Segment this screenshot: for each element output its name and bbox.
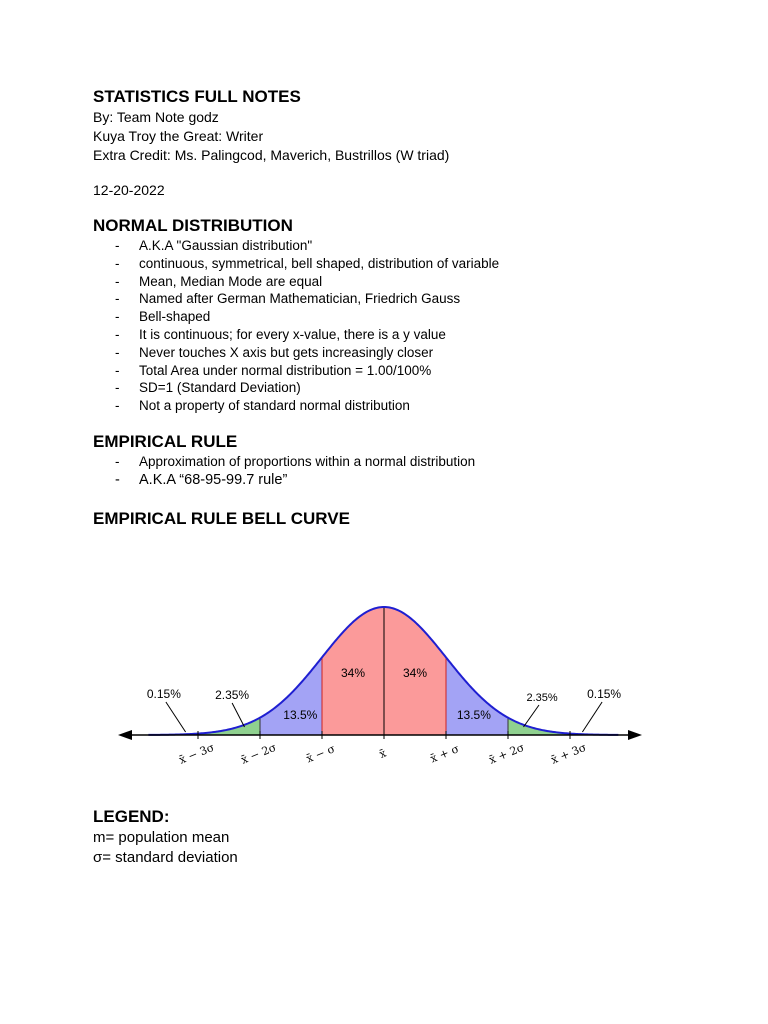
tick-label: x̄ − 3σ bbox=[177, 740, 217, 767]
leader-line bbox=[232, 703, 244, 727]
legend-heading: LEGEND: bbox=[93, 807, 170, 826]
credit-line-3: Extra Credit: Ms. Palingcod, Maverich, Bustrillos (W triad) bbox=[93, 147, 450, 163]
legend-section bbox=[93, 806, 493, 868]
legend-item-mean: m= population mean bbox=[93, 829, 230, 846]
leader-line bbox=[582, 702, 602, 732]
axis-arrow-right bbox=[628, 730, 642, 740]
document-page bbox=[93, 86, 693, 530]
normal-distribution-heading: NORMAL DISTRIBUTION bbox=[93, 216, 293, 235]
tick-label: x̄ + σ bbox=[428, 742, 462, 766]
region-label: 34% bbox=[340, 666, 366, 680]
tick-label: x̄ + 3σ bbox=[549, 740, 589, 767]
list-item: - Total Area under normal distribution = 1.00/100% bbox=[115, 362, 432, 378]
list-item: - Never touches X axis but gets increasingly closer bbox=[115, 344, 434, 360]
list-item: - Approximation of proportions within a normal distribution bbox=[115, 453, 476, 469]
tick-label: x̄ − 2σ bbox=[239, 740, 279, 767]
bell-curve-heading: EMPIRICAL RULE BELL CURVE bbox=[93, 508, 350, 528]
empirical-rule-list bbox=[93, 453, 693, 490]
leader-line bbox=[524, 705, 540, 727]
empirical-rule-heading: EMPIRICAL RULE bbox=[93, 431, 238, 451]
list-item: - Mean, Median Mode are equal bbox=[115, 273, 323, 289]
region-label: 2.35% bbox=[215, 688, 250, 702]
legend-item-sd: σ= standard deviation bbox=[93, 849, 238, 866]
region-label: 13.5% bbox=[456, 708, 491, 722]
bell-curve-svg bbox=[110, 595, 650, 790]
region-label: 34% bbox=[402, 666, 428, 680]
tick-label: x̄ − σ bbox=[304, 742, 338, 766]
list-item: - Bell-shaped bbox=[115, 309, 211, 325]
tick-label: x̄ bbox=[377, 746, 389, 761]
list-item: - A.K.A “68-95-99.7 rule” bbox=[115, 471, 288, 488]
axis-arrow-left bbox=[118, 730, 132, 740]
credit-line-1: By: Team Note godz bbox=[93, 109, 219, 125]
tail-label: 0.15% bbox=[587, 687, 622, 701]
tick-label: x̄ + 2σ bbox=[487, 740, 527, 767]
list-item: - It is continuous; for every x-value, there is a y value bbox=[115, 326, 446, 342]
bell-curve-chart bbox=[110, 595, 650, 790]
list-item: - A.K.A "Gaussian distribution" bbox=[115, 238, 313, 253]
tail-label: 0.15% bbox=[146, 687, 181, 701]
list-item: - SD=1 (Standard Deviation) bbox=[115, 380, 301, 396]
region-label: 13.5% bbox=[283, 708, 318, 722]
credit-line-2: Kuya Troy the Great: Writer bbox=[93, 128, 264, 144]
list-item: - Named after German Mathematician, Friedrich Gauss bbox=[115, 291, 461, 307]
list-item: - Not a property of standard normal distribution bbox=[115, 398, 410, 414]
leader-line bbox=[166, 702, 186, 732]
region-label: 2.35% bbox=[526, 692, 558, 704]
doc-date: 12-20-2022 bbox=[93, 182, 165, 198]
list-item: - continuous, symmetrical, bell shaped, distribution of variable bbox=[115, 255, 500, 271]
normal-distribution-list bbox=[93, 237, 693, 415]
doc-title: STATISTICS FULL NOTES bbox=[93, 87, 301, 106]
